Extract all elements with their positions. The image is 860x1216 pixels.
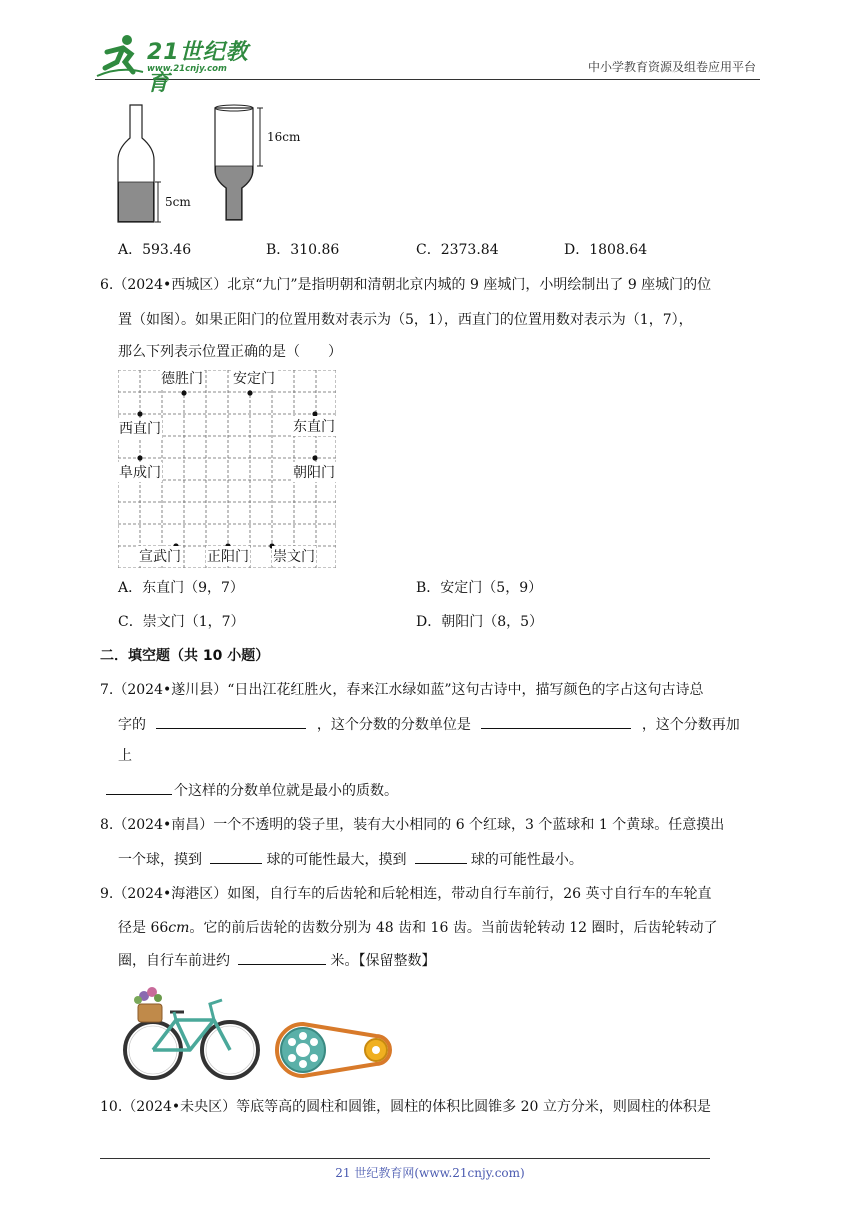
q9-text-line2	[118, 918, 718, 938]
inverted-bottle-shape	[215, 105, 263, 220]
site-logo	[95, 32, 265, 96]
bottle-figure	[110, 100, 310, 230]
water-height-label: 5cm	[165, 195, 191, 209]
q6-text-line2: 置（如图）。如果正阳门的位置用数对表示为（5，1），西直门的位置用数对表示为（1，7），	[118, 312, 693, 328]
q10-text-line1: 10.（2024•未央区）等底等高的圆柱和圆锥，圆柱的体积比圆锥多 20 立方分米，则圆柱的体积是	[100, 1099, 711, 1115]
q6-option-c: C．崇文门（1，7）	[118, 614, 245, 630]
q7-blank-3[interactable]	[106, 780, 172, 795]
xizhimen-dot	[137, 411, 142, 416]
label-andingmen: 安定门	[232, 368, 276, 388]
q7-text-line2	[118, 714, 740, 735]
q7-blank-1[interactable]	[156, 714, 306, 729]
q8-text-c: 球的可能性最小。	[470, 852, 583, 868]
q6-option-b: B．安定门（5，9）	[416, 580, 543, 596]
air-height-label: 16cm	[267, 130, 301, 144]
fuchengmen-dot	[137, 455, 142, 460]
chaoyangmen-dot	[312, 455, 317, 460]
label-dongzhimen: 东直门	[292, 416, 336, 436]
q5-option-a: A．593.46	[118, 242, 192, 258]
q6-text-line3: 那么下列表示位置正确的是（ ）	[118, 344, 342, 360]
page-footer: 21 世纪教育网(www.21cnjy.com)	[335, 1166, 525, 1180]
q8-blank-2[interactable]	[415, 849, 467, 864]
q7-text-line1: 7.（2024•遂川县）“日出江花红胜火，春来江水绿如蓝”这句古诗中，描写颜色的字占这句古诗总	[100, 682, 704, 698]
runner-logo-icon	[95, 32, 145, 78]
q8-text-line1: 8.（2024•南昌）一个不透明的袋子里，装有大小相同的 6 个红球，3 个蓝球和 1 个黄球。任意摸出	[100, 817, 725, 833]
bicycle-figure	[118, 982, 398, 1082]
q5-option-d: D．1808.64	[564, 242, 648, 258]
label-fuchengmen: 阜成门	[118, 462, 162, 482]
q9-text-d: 米。【保留整数】	[330, 953, 436, 969]
q9-blank-1[interactable]	[238, 950, 326, 965]
q6-text-line1: 6.（2024•西城区）北京“九门”是指明朝和清朝北京内城的 9 座城门，小明绘制出了 9 座城门的位	[100, 277, 712, 293]
label-xizhimen: 西直门	[118, 418, 162, 438]
page-header	[95, 30, 760, 96]
q7-text-b: ，这个分数的分数单位是	[316, 717, 471, 733]
q6-option-a: A．东直门（9，7）	[118, 580, 244, 596]
q6-option-d: D．朝阳门（8，5）	[416, 614, 544, 630]
header-platform-name: 中小学教育资源及组卷应用平台	[587, 60, 756, 74]
gate-grid-figure	[118, 370, 336, 568]
q5-option-b: B．310.86	[266, 242, 340, 258]
label-zhengyangmen: 正阳门	[206, 546, 250, 566]
q9-text-b: 。它的前后齿轮的齿数分别为 48 齿和 16 齿。当前齿轮转动 12 圈时，后齿轮转动了	[189, 920, 718, 936]
footer-divider	[100, 1158, 710, 1159]
andingmen-dot	[247, 390, 252, 395]
q9-text-c: 圈，自行车前进约	[118, 953, 230, 969]
label-deshengmen: 德胜门	[160, 368, 204, 388]
chain-gear-icon	[277, 1024, 390, 1076]
label-chaoyangmen: 朝阳门	[292, 462, 336, 482]
q9-unit: cm	[168, 920, 190, 936]
q7-text-a: 字的	[118, 717, 146, 733]
q8-text-line2	[118, 849, 583, 870]
logo-url: www.21cnjy.com	[147, 64, 227, 74]
logo-text: 21世纪教育	[147, 40, 249, 96]
q7-text-c: ，这个分数再加	[641, 717, 740, 733]
q9-text-a: 径是 66	[118, 920, 169, 936]
upright-bottle-shape	[118, 105, 161, 222]
q8-blank-1[interactable]	[210, 849, 262, 864]
label-chongwenmen: 崇文门	[272, 546, 316, 566]
q9-text-line1: 9.（2024•海港区）如图，自行车的后齿轮和后轮相连，带动自行车前行，26 英寸自行车的车轮直	[100, 886, 712, 902]
q5-option-c: C．2373.84	[416, 242, 499, 258]
q7-text-line4	[106, 780, 398, 801]
q7-text-d: 个这样的分数单位就是最小的质数。	[174, 783, 398, 799]
bicycle-icon	[125, 987, 258, 1078]
deshengmen-dot	[181, 390, 186, 395]
q9-text-line3	[118, 950, 435, 971]
label-xuanwumen: 宣武门	[138, 546, 182, 566]
q8-text-a: 一个球，摸到	[118, 852, 202, 868]
q7-blank-2[interactable]	[481, 714, 631, 729]
q8-text-b: 球的可能性最大，摸到	[266, 852, 407, 868]
section-fill-in-title: 二．填空题（共 10 小题）	[100, 648, 270, 664]
q7-text-line3: 上	[118, 748, 132, 764]
